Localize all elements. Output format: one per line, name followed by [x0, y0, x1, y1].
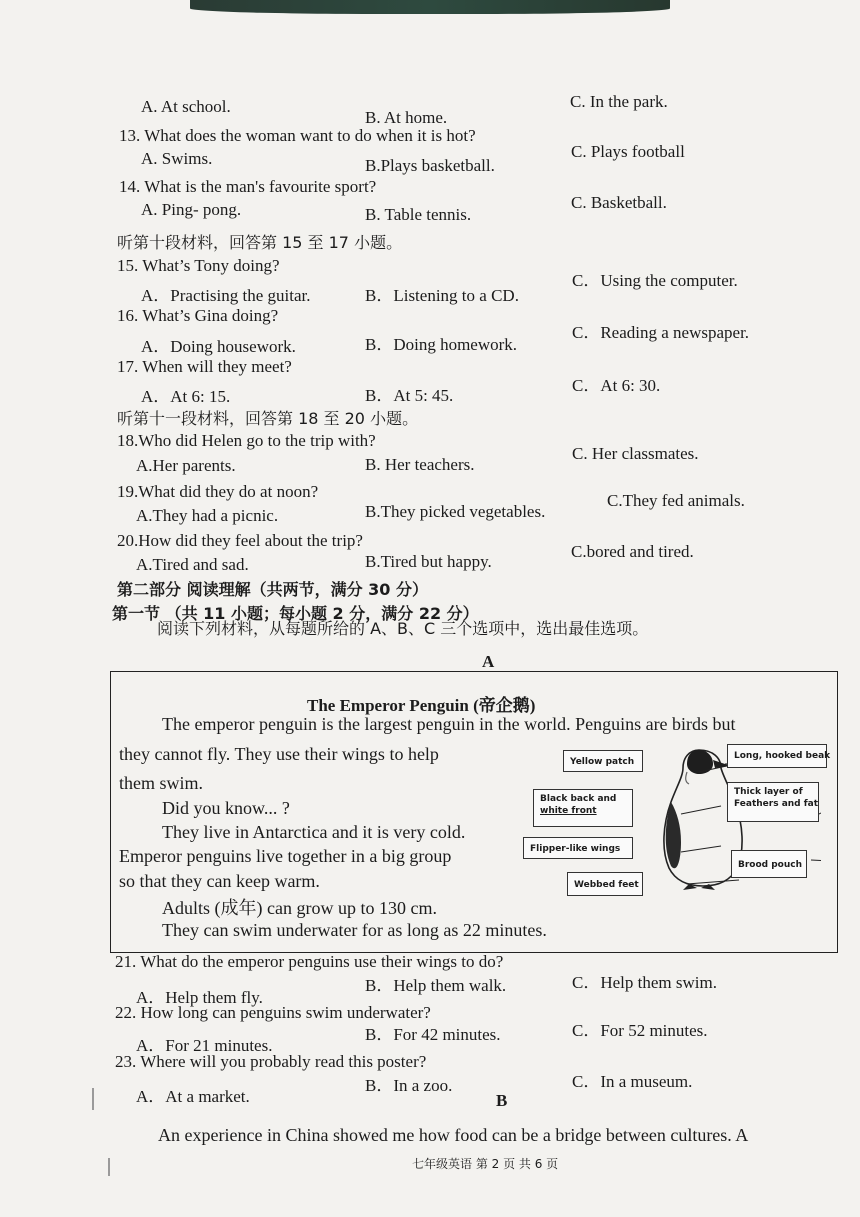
poster-line-4: Did you know... ? [162, 798, 290, 818]
q18-option-a: A.Her parents. [136, 456, 236, 475]
poster-title: The Emperor Penguin (帝企鹅) [307, 696, 536, 715]
q16-option-c: C．Reading a newspaper. [572, 323, 750, 342]
q22-option-b: B．For 42 minutes. [365, 1025, 501, 1044]
q22-question: 22. How long can penguins swim underwater? [115, 1003, 431, 1022]
q20-question: 20.How did they feel about the trip? [117, 531, 363, 550]
q18-question: 18.Who did Helen go to the trip with? [117, 431, 376, 450]
q22-option-c: C．For 52 minutes. [572, 1021, 708, 1040]
q12-option-b: B. At home. [365, 108, 448, 127]
q20-option-b: B.Tired but happy. [365, 552, 492, 571]
q13-option-a: A. Swims. [141, 149, 213, 168]
section-one-heading: 第一节 （共 11 小题；每小题 2 分，满分 22 分） [112, 604, 479, 623]
poster-line-2: they cannot fly. They use their wings to help [119, 744, 439, 764]
q19-option-a: A.They had a picnic. [136, 506, 279, 525]
q23-option-b: B．In a zoo. [365, 1076, 453, 1095]
q14-question: 14. What is the man's favourite sport? [119, 177, 377, 196]
q23-option-a: A．At a market. [136, 1087, 250, 1106]
q23-option-c: C．In a museum. [572, 1072, 693, 1091]
q16-option-b: B．Doing homework. [365, 335, 518, 354]
q22-option-a: A．For 21 minutes. [136, 1036, 273, 1055]
passage-b-first-line: An experience in China showed me how food can be a bridge between cultures. A [158, 1125, 749, 1145]
callout-flipper-wings: Flipper-like wings [523, 837, 633, 859]
q21-question: 21. What do the emperor penguins use their wings to do? [115, 952, 504, 971]
poster-line-6: Emperor penguins live together in a big group [119, 846, 452, 866]
q13-option-c: C. Plays football [571, 142, 685, 161]
callout-black-back: Black back and white front [533, 789, 633, 827]
q20-option-c: C.bored and tired. [571, 542, 694, 561]
q14-option-c: C. Basketball. [571, 193, 667, 212]
q12-option-a: A. At school. [141, 97, 231, 116]
q17-option-c: C．At 6: 30. [572, 376, 661, 395]
page-footer: 七年级英语 第 2 页 共 6 页 [412, 1157, 559, 1171]
q21-option-b: B．Help them walk. [365, 976, 507, 995]
q18-option-c: C. Her classmates. [572, 444, 699, 463]
callout-brood-pouch: Brood pouch [731, 850, 807, 878]
poster-line-7: so that they can keep warm. [119, 871, 320, 891]
callout-feathers-fat: Thick layer of Feathers and fat [727, 782, 819, 822]
q18-option-b: B. Her teachers. [365, 455, 475, 474]
poster-line-1: The emperor penguin is the largest penguin in the world. Penguins are birds but [162, 714, 736, 734]
q13-option-b: B.Plays basketball. [365, 156, 495, 175]
callout-yellow-patch: Yellow patch [563, 750, 643, 772]
q17-option-a: A．At 6: 15. [141, 387, 231, 406]
q16-option-a: A．Doing housework. [141, 337, 296, 356]
poster-line-5: They live in Antarctica and it is very cold. [162, 822, 466, 842]
poster-line-3: them swim. [119, 773, 203, 793]
margin-mark [108, 1158, 110, 1176]
q13-question: 13. What does the woman want to do when it is hot? [119, 126, 476, 145]
section-10-heading: 听第十段材料，回答第 15 至 17 小题。 [117, 233, 403, 252]
q21-option-a: A．Help them fly. [136, 988, 263, 1007]
q19-option-b: B.They picked vegetables. [365, 502, 546, 521]
q19-question: 19.What did they do at noon? [117, 482, 319, 501]
q23-question: 23. Where will you probably read this poster? [115, 1052, 427, 1071]
poster-line-8: Adults (成年) can grow up to 130 cm. [162, 898, 437, 918]
callout-webbed-feet: Webbed feet [567, 872, 643, 896]
q17-question: 17. When will they meet? [117, 357, 292, 376]
q20-option-a: A.Tired and sad. [136, 555, 249, 574]
q15-option-a: A．Practising the guitar. [141, 286, 311, 305]
q19-option-c: C.They fed animals. [607, 491, 745, 510]
q15-option-c: C．Using the computer. [572, 271, 738, 290]
q17-option-b: B．At 5: 45. [365, 386, 454, 405]
page-top-shadow [190, 0, 670, 14]
q21-option-c: C．Help them swim. [572, 973, 717, 992]
q15-option-b: B．Listening to a CD. [365, 286, 519, 305]
passage-b-label: B [496, 1091, 508, 1110]
q14-option-a: A. Ping- pong. [141, 200, 242, 219]
part-two-heading: 第二部分 阅读理解（共两节，满分 30 分） [117, 580, 428, 599]
poster-line-9: They can swim underwater for as long as 22 minutes. [162, 920, 547, 940]
q16-question: 16. What’s Gina doing? [117, 306, 279, 325]
section-11-heading: 听第十一段材料，回答第 18 至 20 小题。 [117, 409, 419, 428]
callout-hooked-beak: Long, hooked beak [727, 744, 827, 768]
margin-mark [92, 1088, 94, 1110]
reading-instruction: 阅读下列材料，从每题所给的 A、B、C 三个选项中，选出最佳选项。 [157, 619, 649, 638]
emperor-penguin-poster [110, 671, 838, 953]
passage-a-label: A [482, 652, 495, 671]
q14-option-b: B. Table tennis. [365, 205, 472, 224]
q15-question: 15. What’s Tony doing? [117, 256, 280, 275]
q12-option-c: C. In the park. [570, 92, 668, 111]
